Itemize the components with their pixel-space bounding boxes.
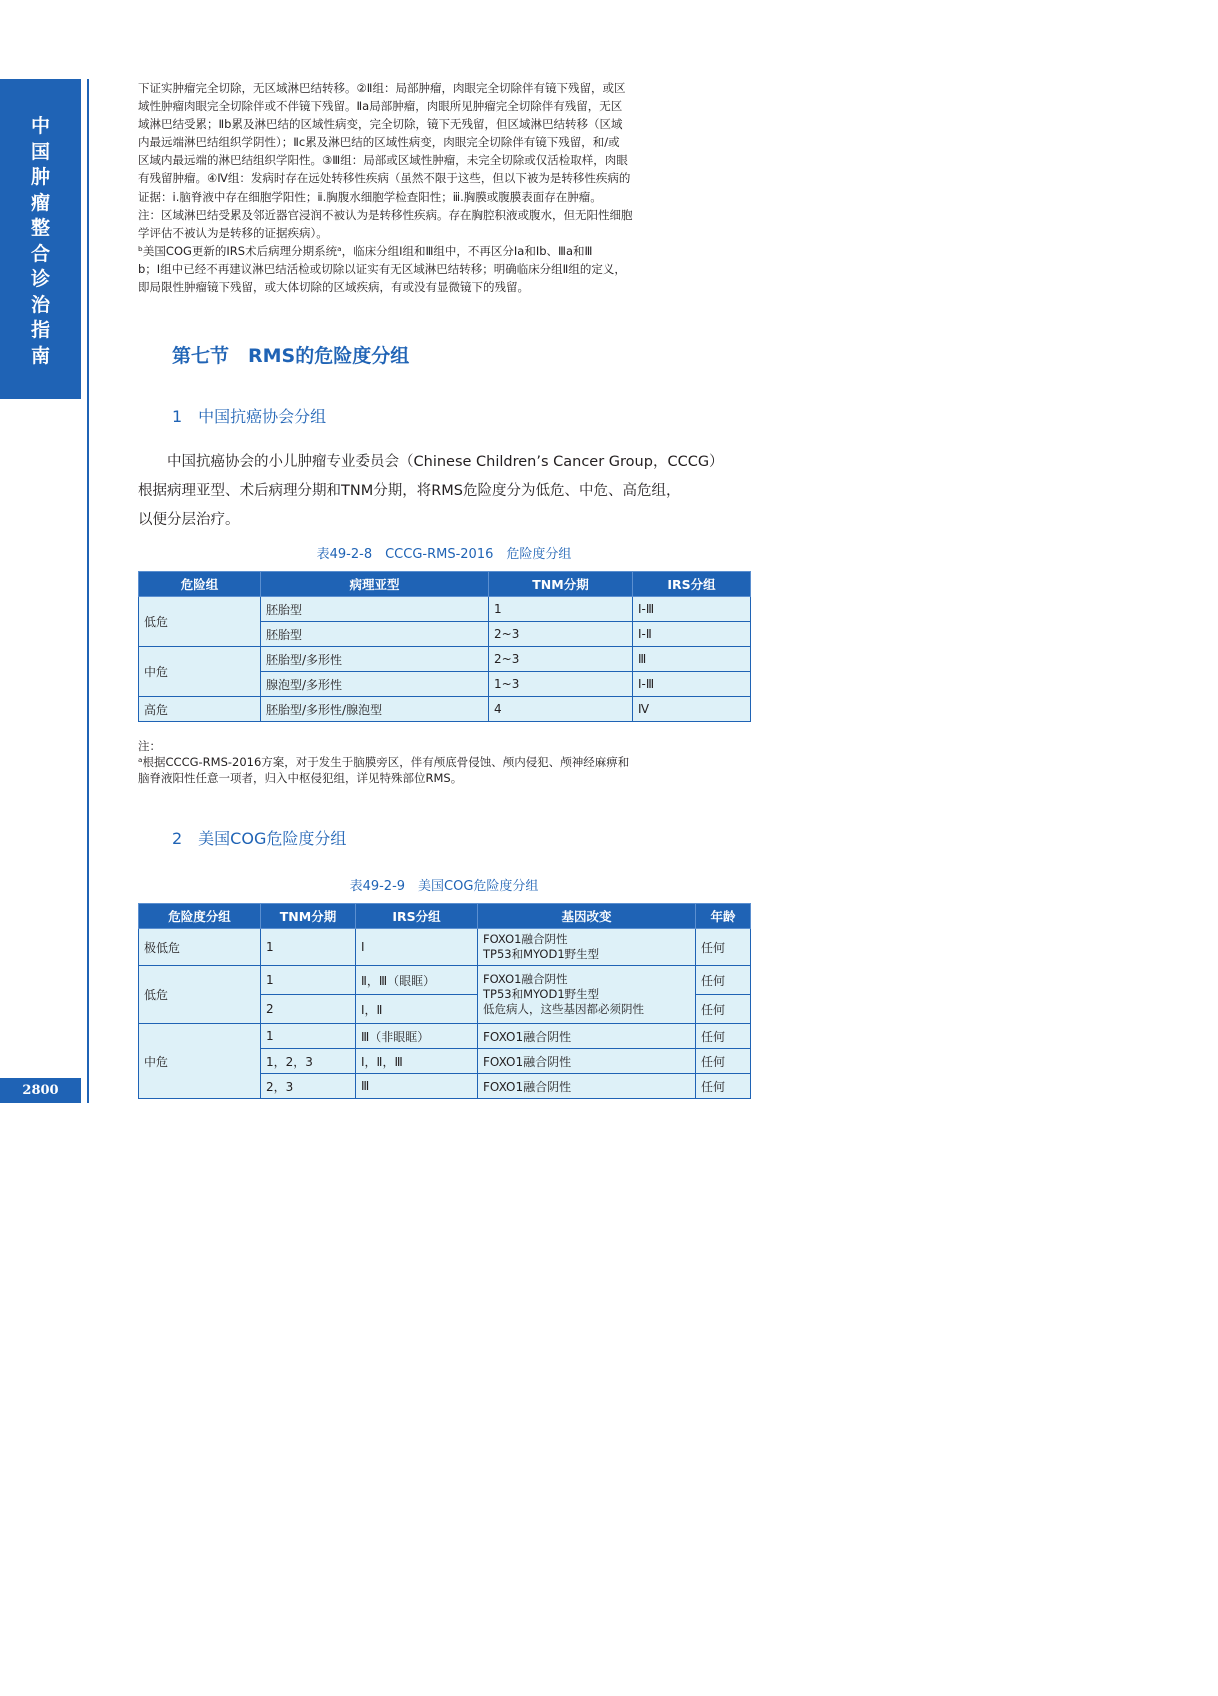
table-cell: 任何 bbox=[696, 995, 751, 1024]
table-cell: 1，2，3 bbox=[261, 1049, 356, 1074]
table-cell: 2~3 bbox=[489, 647, 633, 672]
table-cell: 腺泡型/多形性 bbox=[261, 672, 489, 697]
table-cell: 2~3 bbox=[489, 622, 633, 647]
table-cell: Ⅲ bbox=[633, 647, 751, 672]
body-line: 中国抗癌协会的小儿肿瘤专业委员会（Chinese Children’s Cancer Group，CCCG） bbox=[138, 454, 724, 470]
table-row bbox=[139, 966, 751, 995]
risk-group-cell: 高危 bbox=[139, 697, 261, 722]
table-cell: 胚胎型 bbox=[261, 597, 489, 622]
table-header-cell: 病理亚型 bbox=[261, 572, 489, 597]
table-cell: 2 bbox=[261, 995, 356, 1024]
footnote-block bbox=[138, 79, 750, 296]
table-row bbox=[139, 1024, 751, 1049]
risk-group-cell: 中危 bbox=[139, 647, 261, 697]
table-header-cell: IRS分组 bbox=[633, 572, 751, 597]
footnote-line: 注：区域淋巴结受累及邻近器官浸润不被认为是转移性疾病。存在胸腔积液或腹水，但无阳性细胞 bbox=[138, 207, 633, 222]
gene-line: FOXO1融合阴性 TP53和MYOD1野生型 bbox=[483, 932, 600, 961]
table-cell: 任何 bbox=[696, 1074, 751, 1099]
risk-group-cell: 极低危 bbox=[139, 929, 261, 966]
side-tab-title: 中 国 肿 瘤 整 合 诊 治 指 南 bbox=[30, 115, 50, 367]
table-cell: 任何 bbox=[696, 1049, 751, 1074]
gene-cell bbox=[478, 929, 696, 966]
table-header-cell: IRS分组 bbox=[356, 904, 478, 929]
table-cell: Ⅱ，Ⅲ（眼眶） bbox=[356, 966, 478, 995]
table-cell: 胚胎型/多形性 bbox=[261, 647, 489, 672]
body-paragraph bbox=[138, 448, 750, 535]
table1-caption: 表49-2-8 CCCG-RMS-2016 危险度分组 bbox=[316, 547, 572, 562]
footnote-line: b；Ⅰ组中已经不再建议淋巴结活检或切除以证实有无区域淋巴结转移；明确临床分组Ⅱ组的定义， bbox=[138, 261, 626, 276]
table-cell: 1 bbox=[261, 1024, 356, 1049]
gene-cell: FOXO1融合阴性 bbox=[478, 1049, 696, 1074]
table-cell: 1 bbox=[489, 597, 633, 622]
table-cog-risk bbox=[138, 903, 751, 1099]
table-cell: 任何 bbox=[696, 1024, 751, 1049]
footnote-line: 下证实肿瘤完全切除，无区域淋巴结转移。②Ⅱ组：局部肿瘤，肉眼完全切除伴有镜下残留，或区 bbox=[138, 81, 626, 95]
table-header-cell: 基因改变 bbox=[478, 904, 696, 929]
table-cell: 1 bbox=[261, 929, 356, 966]
table-header-cell: 年龄 bbox=[696, 904, 751, 929]
body-line: 根据病理亚型、术后病理分期和TNM分期，将RMS危险度分为低危、中危、高危组， bbox=[138, 483, 681, 499]
section-title: 第七节 RMS的危险度分组 bbox=[172, 345, 410, 367]
table-header-cell: 危险组 bbox=[139, 572, 261, 597]
footnote-line: ᵇ美国COG更新的IRS术后病理分期系统ᵃ，临床分组Ⅰ组和Ⅲ组中，不再区分Ⅰa和Ⅰb、Ⅲa和Ⅲ bbox=[138, 243, 593, 258]
footnote-line: 内最远端淋巴结组织学阴性）；Ⅱc累及淋巴结的区域性病变，肉眼完全切除伴有镜下残留，和/或 bbox=[138, 135, 620, 150]
footnote-line: 区域内最远端的淋巴结组织学阳性。③Ⅲ组：局部或区域性肿瘤，未完全切除或仅活检取样，肉眼 bbox=[138, 153, 628, 168]
table-cell: 胚胎型 bbox=[261, 622, 489, 647]
table-row bbox=[139, 597, 751, 622]
footnote-line: 学评估不被认为是转移的证据疾病）。 bbox=[138, 225, 328, 240]
table-row bbox=[139, 647, 751, 672]
gene-cell: FOXO1融合阴性 bbox=[478, 1074, 696, 1099]
subsection-title-cccg: 1 中国抗癌协会分组 bbox=[172, 407, 327, 426]
table-cell: 任何 bbox=[696, 966, 751, 995]
footnote-line: 证据：ⅰ.脑脊液中存在细胞学阳性；ⅱ.胸腹水细胞学检查阳性；ⅲ.胸膜或腹膜表面存在肿瘤。 bbox=[138, 189, 602, 204]
footnote-line: 域性肿瘤肉眼完全切除伴或不伴镜下残留。Ⅱa局部肿瘤，肉眼所见肿瘤完全切除伴有残留，无区 bbox=[138, 99, 623, 114]
note-label: 注： bbox=[138, 739, 161, 753]
table-cell: Ⅲ bbox=[356, 1074, 478, 1099]
table-header-cell: TNM分期 bbox=[489, 572, 633, 597]
table-cell: Ⅰ，Ⅱ bbox=[356, 995, 478, 1024]
table-row bbox=[139, 929, 751, 966]
table-row bbox=[139, 697, 751, 722]
table-cell: Ⅰ-Ⅲ bbox=[633, 672, 751, 697]
footnote-line: 有残留肿瘤。④Ⅳ组：发病时存在远处转移性疾病（虽然不限于这些，但以下被为是转移性疾病的 bbox=[138, 171, 631, 186]
subsection-title-cog: 2 美国COG危险度分组 bbox=[172, 829, 347, 848]
risk-group-cell: 低危 bbox=[139, 966, 261, 1024]
table-cell: 1~3 bbox=[489, 672, 633, 697]
risk-group-cell: 低危 bbox=[139, 597, 261, 647]
body-line: 以便分层治疗。 bbox=[138, 512, 240, 528]
table-header-cell: TNM分期 bbox=[261, 904, 356, 929]
gene-line: FOXO1融合阴性 TP53和MYOD1野生型 低危病人，这些基因都必须阴性 bbox=[483, 972, 644, 1016]
table1-note bbox=[138, 738, 750, 786]
table-cell: Ⅰ-Ⅱ bbox=[633, 622, 751, 647]
note-line: ᵃ根据CCCG-RMS-2016方案，对于发生于脑膜旁区，伴有颅底骨侵蚀、颅内侵犯、颅神经麻痹和 bbox=[138, 755, 630, 769]
table-cell: 4 bbox=[489, 697, 633, 722]
table-header-row bbox=[139, 904, 751, 929]
side-tab bbox=[0, 79, 81, 399]
footnote-line: 域淋巴结受累；Ⅱb累及淋巴结的区域性病变，完全切除，镜下无残留，但区域淋巴结转移（区域 bbox=[138, 117, 623, 132]
risk-group-cell: 中危 bbox=[139, 1024, 261, 1099]
table-cell: Ⅳ bbox=[633, 697, 751, 722]
table2-caption: 表49-2-9 美国COG危险度分组 bbox=[349, 879, 539, 894]
footnote-line: 即局限性肿瘤镜下残留，或大体切除的区域疾病，有或没有显微镜下的残留。 bbox=[138, 280, 529, 295]
table-cell: Ⅰ-Ⅲ bbox=[633, 597, 751, 622]
table-cell: Ⅰ，Ⅱ，Ⅲ bbox=[356, 1049, 478, 1074]
gene-cell bbox=[478, 966, 696, 1024]
table-cell: Ⅰ bbox=[356, 929, 478, 966]
page-number: 2800 bbox=[0, 1078, 81, 1103]
table-cell: Ⅲ（非眼眶） bbox=[356, 1024, 478, 1049]
side-divider-line bbox=[87, 79, 89, 1103]
table-cell: 1 bbox=[261, 966, 356, 995]
table-header-cell: 危险度分组 bbox=[139, 904, 261, 929]
table-cell: 胚胎型/多形性/腺泡型 bbox=[261, 697, 489, 722]
note-line: 脑脊液阳性任意一项者，归入中枢侵犯组，详见特殊部位RMS。 bbox=[138, 771, 463, 785]
table-cell: 2，3 bbox=[261, 1074, 356, 1099]
table-cccg-risk bbox=[138, 571, 751, 722]
table-cell: 任何 bbox=[696, 929, 751, 966]
table-header-row bbox=[139, 572, 751, 597]
gene-cell: FOXO1融合阴性 bbox=[478, 1024, 696, 1049]
